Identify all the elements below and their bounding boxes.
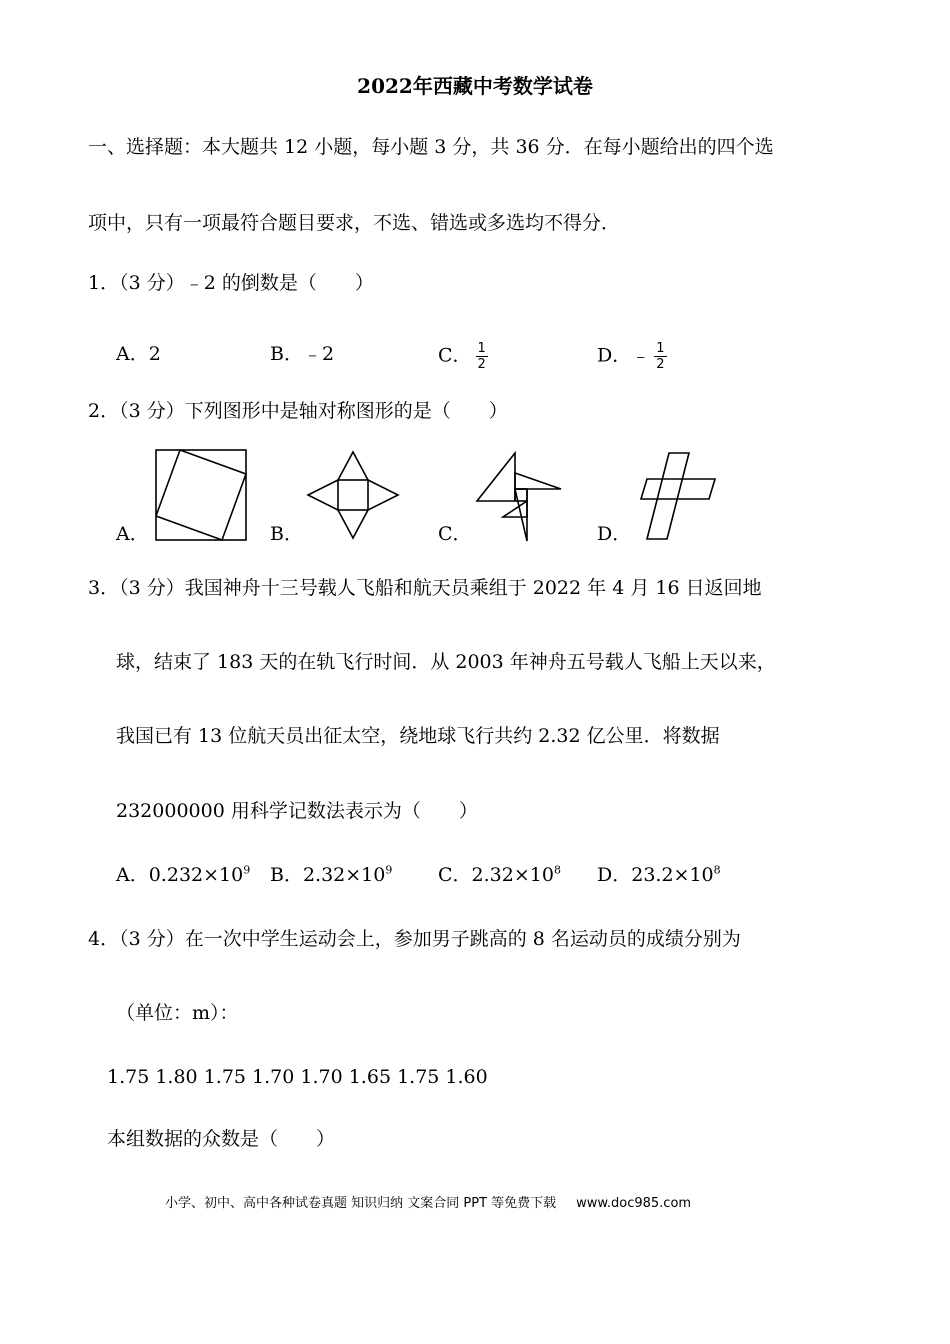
page-title: 2022年西藏中考数学试卷 [357, 74, 593, 98]
q4-line1: 4．（3 分）在一次中学生运动会上，参加男子跳高的 8 名运动员的成绩分别为 [88, 928, 741, 950]
q3-line4: 232000000 用科学记数法表示为（ ） [116, 800, 478, 822]
q2-option-d: D． [597, 523, 632, 545]
q4-data: 1.75 1.80 1.75 1.70 1.70 1.65 1.75 1.60 [107, 1066, 488, 1088]
q2-figure-c-pinwheel [476, 452, 562, 542]
q4-line3: 本组数据的众数是（ ） [107, 1128, 336, 1150]
q3-option-b: B．$2.32\times 10^9$ [270, 863, 393, 886]
q3-option-a: A．$0.232\times 10^9$ [116, 863, 251, 886]
q3-line3: 我国已有 13 位航天员出征太空，绕地球飞行共约 2.32 亿公里．将数据 [116, 725, 720, 747]
section-heading-line1: 一、选择题：本大题共 12 小题，每小题 3 分，共 36 分．在每小题给出的四个选 [88, 136, 774, 158]
q4-line2: （单位：m）： [116, 1002, 239, 1024]
q2-figure-a-square-in-square [155, 449, 247, 541]
q2-figure-d-parallelogram-net [638, 452, 718, 540]
section-heading-line2: 项中，只有一项最符合题目要求，不选、错选或多选均不得分． [88, 212, 621, 234]
q3-line1: 3．（3 分）我国神舟十三号载人飞船和航天员乘组于 2022 年 4 月 16 日返回地 [88, 577, 762, 599]
q3-option-c: C．$2.32\times 10^8$ [438, 863, 561, 886]
q1-option-c [438, 341, 488, 372]
footer-site: www.doc985.com [576, 1196, 692, 1211]
q2-stem: 2．（3 分）下列图形中是轴对称图形的是（ ） [88, 400, 508, 422]
q2-option-c: C． [438, 523, 472, 545]
q2-option-b: B． [270, 523, 303, 545]
q3-option-d: D．$23.2\times 10^8$ [597, 863, 721, 886]
q1-option-b: B．﹣2 [270, 343, 335, 365]
fraction: $\frac{1}{2}$ [656, 341, 665, 372]
footer [165, 1192, 691, 1211]
q3-line2: 球，结束了 183 天的在轨飞行时间．从 2003 年神舟五号载人飞船上天以来， [116, 651, 776, 673]
q1-option-c-label: C． [438, 344, 472, 367]
fraction: $\frac{1}{2}$ [477, 341, 486, 372]
q1-option-d [597, 341, 667, 372]
q1-option-a: A．2 [116, 343, 161, 365]
footer-text: 小学、初中、高中各种试卷真题 知识归纳 文案合同 PPT 等免费下载 [165, 1196, 557, 1211]
q2-option-a: A． [116, 523, 149, 545]
q2-figure-b-square-with-triangles [307, 451, 399, 539]
q1-option-d-label: D．﹣ [597, 344, 651, 367]
q1-stem: 1．（3 分）﹣2 的倒数是（ ） [88, 272, 374, 294]
